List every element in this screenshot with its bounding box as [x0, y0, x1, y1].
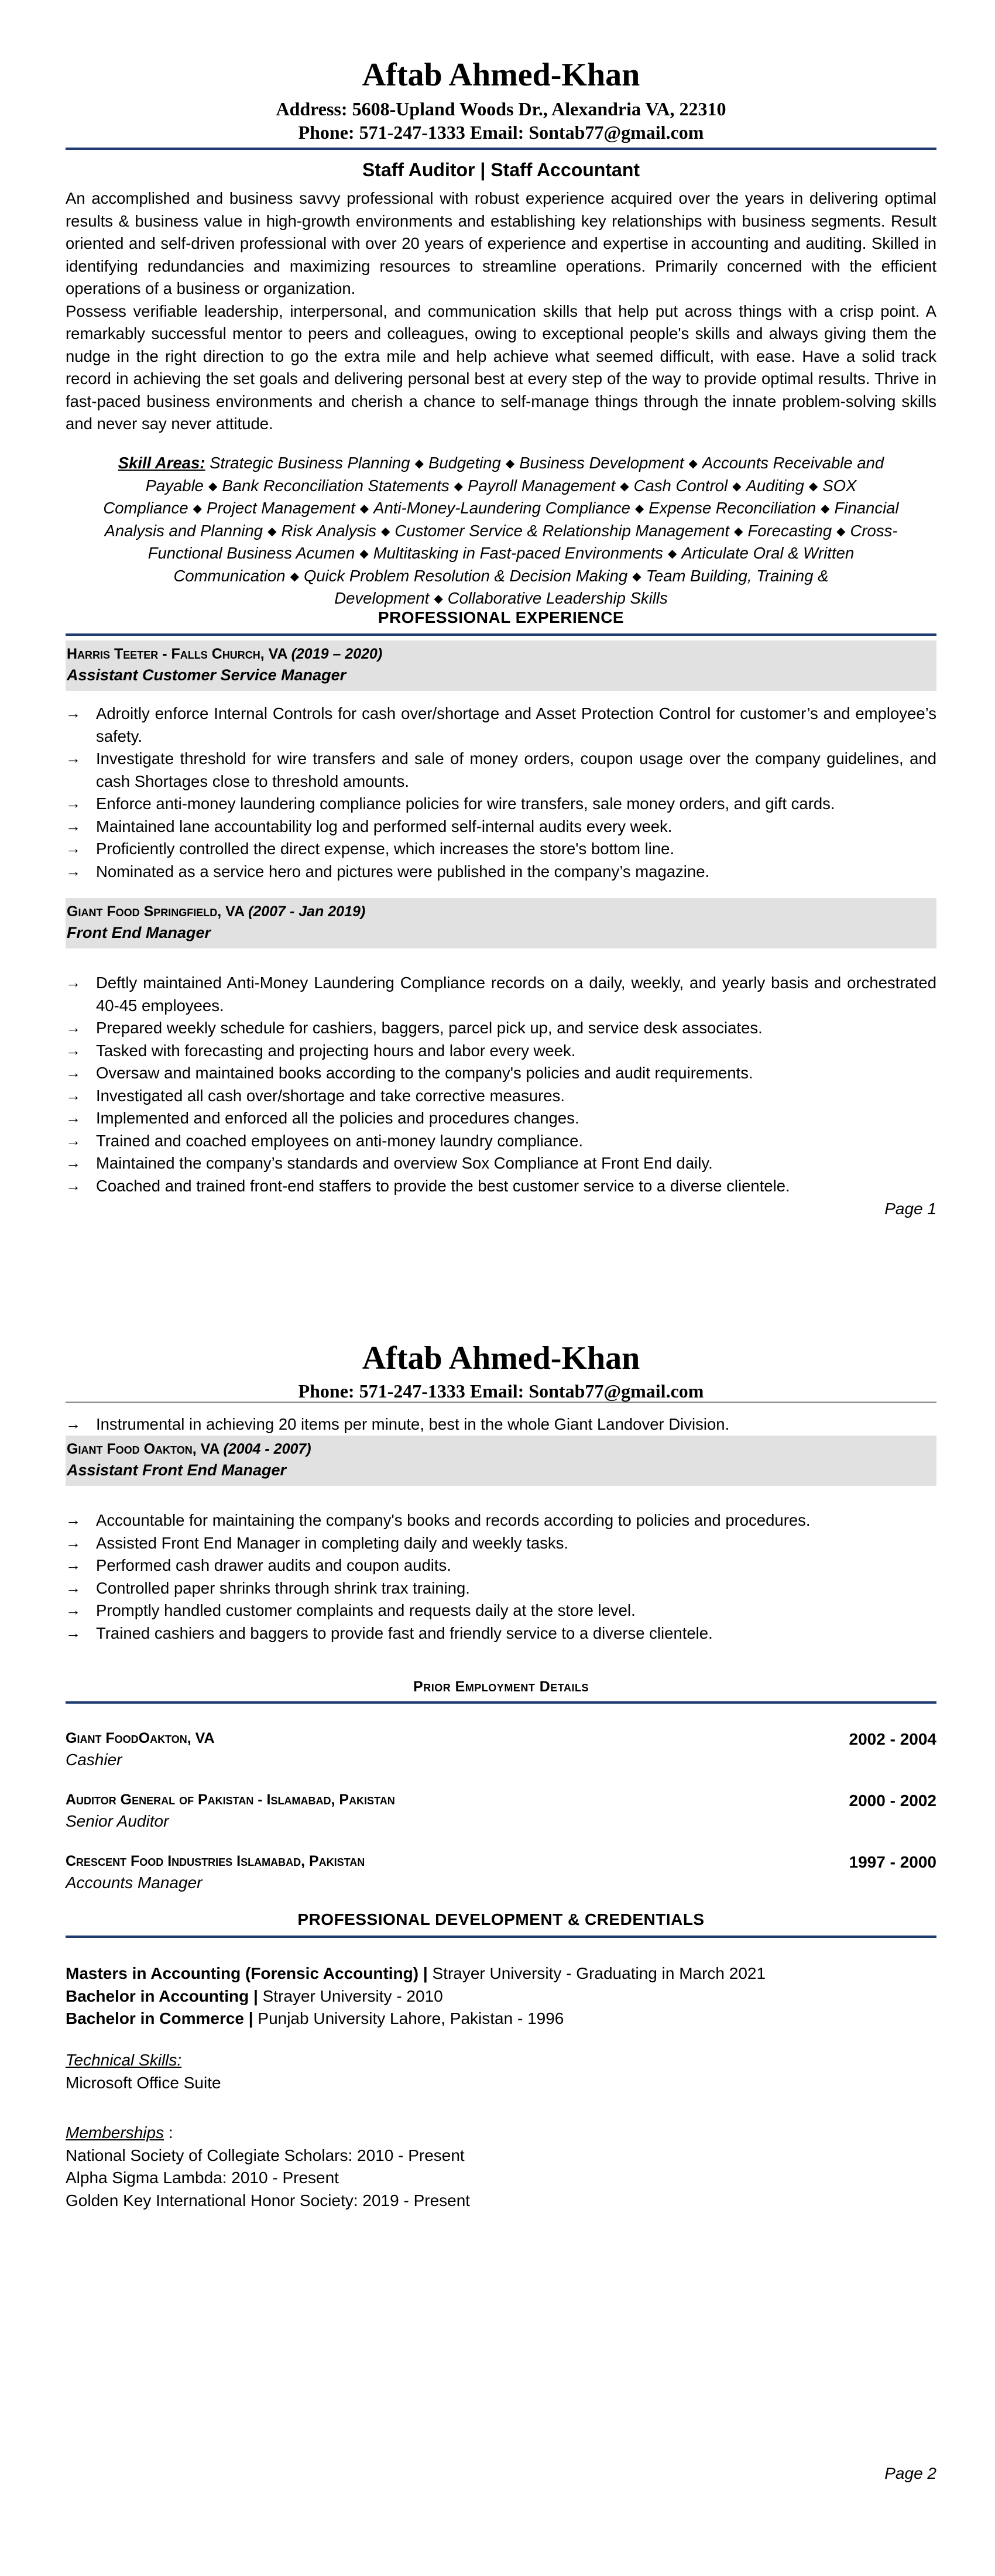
memberships-label: Memberships: [66, 2123, 164, 2142]
header: [66, 1341, 936, 1403]
education-list: [66, 1962, 936, 2030]
prior-role: Senior Auditor: [66, 1811, 169, 1830]
list-item: → Adroitly enforce Internal Controls for cash over/shortage and Asset Protection Control for customer’s and employee’s safety.: [66, 703, 936, 748]
degree-name: Masters in Accounting (Forensic Accounting) |: [66, 1964, 428, 1982]
list-item: → Prepared weekly schedule for cashiers, baggers, parcel pick up, and service desk associates.: [66, 1017, 936, 1040]
header-divider: [66, 148, 936, 150]
arrow-icon: →: [66, 817, 81, 835]
technical-skills: [66, 2049, 936, 2094]
arrow-icon: →: [66, 1041, 81, 1059]
technical-skills-value: Microsoft Office Suite: [66, 2073, 221, 2092]
skill-item: Cash Control: [633, 476, 728, 495]
arrow-icon: →: [66, 1154, 81, 1171]
prior-role: Cashier: [66, 1750, 122, 1769]
diamond-separator-icon: ◆: [193, 502, 203, 515]
skill-item: Cross-Functional Business Acumen: [147, 521, 898, 562]
experience-section-title: PROFESSIONAL EXPERIENCE: [378, 608, 625, 626]
arrow-icon: →: [66, 1623, 81, 1642]
diamond-separator-icon: ◆: [632, 570, 641, 583]
arrow-icon: →: [66, 974, 81, 991]
technical-skills-label: Technical Skills:: [66, 2051, 182, 2069]
arrow-icon: →: [66, 794, 81, 812]
arrow-icon: →: [66, 1578, 81, 1597]
degree-name: Bachelor in Commerce |: [66, 2009, 253, 2028]
arrow-icon: →: [66, 1176, 81, 1194]
phone-email-line: Phone: 571-247-1333 Email: Sontab77@gmail.com: [298, 121, 704, 143]
summary-paragraph: Possess verifiable leadership, interpersonal, and communication skills that help put across things with a crisp point. A remarkably successful mentor to peers and colleagues, owing to exceptional people's skills and always giving them the nudge in the right direction to go the extra mile and help achieve what seemed difficult, with ease. Have a solid track record in achieving the set goals and delivering personal best at every step of the way to provide optimal results. Thrive in fast-paced business environments and cherish a chance to self-manage things through the innate problem-solving skills and never say never attitude.: [66, 302, 936, 433]
membership-list: [66, 2145, 936, 2212]
list-item: → Maintained lane accountability log and performed self-internal audits every week.: [66, 816, 936, 838]
skill-item: Expense Reconciliation: [649, 499, 816, 517]
list-item: → Oversaw and maintained books according to the company's policies and audit requirements.: [66, 1062, 936, 1085]
skill-areas: [66, 452, 936, 610]
list-item: → Promptly handled customer complaints and requests daily at the store level.: [66, 1599, 936, 1622]
list-item: → Investigated all cash over/shortage and take corrective measures.: [66, 1085, 936, 1108]
membership-item: Alpha Sigma Lambda: 2010 - Present: [66, 2169, 339, 2187]
degree-detail: Strayer University - Graduating in March 2021: [427, 1964, 766, 1982]
professional-summary: [66, 187, 936, 436]
job-bullet-list: [66, 1509, 936, 1645]
job-company: Harris Teeter - Falls Church, VA: [67, 646, 287, 662]
job-company: Giant Food Springfield, VA: [67, 903, 245, 920]
skill-areas-label: Skill Areas:: [118, 454, 205, 472]
list-item: → Assisted Front End Manager in completing daily and weekly tasks.: [66, 1532, 936, 1555]
diamond-separator-icon: ◆: [434, 592, 443, 605]
skill-item: Collaborative Leadership Skills: [447, 589, 668, 607]
skill-item: Bank Reconciliation Statements: [222, 476, 450, 495]
skill-item: Risk Analysis: [281, 521, 376, 540]
diamond-separator-icon: ◆: [359, 502, 369, 515]
arrow-icon: →: [66, 1019, 81, 1036]
job-header: [66, 640, 936, 691]
skill-item: Strategic Business Planning: [210, 454, 410, 472]
list-item: → Investigate threshold for wire transfers and sale of money orders, coupon usage over the company guidelines, and cash Shortages close to threshold amounts.: [66, 748, 936, 793]
arrow-icon: →: [66, 1556, 81, 1574]
skill-item: Payroll Management: [468, 476, 616, 495]
header-divider: [66, 1402, 936, 1403]
diamond-separator-icon: ◆: [380, 525, 390, 538]
arrow-icon: →: [66, 1086, 81, 1104]
diamond-separator-icon: ◆: [732, 479, 742, 493]
list-item: → Deftly maintained Anti-Money Laundering Compliance records on a daily, weekly, and yearly basis and orchestrated 40-45 employees.: [66, 972, 936, 1017]
prior-company: Crescent Food Industries Islamabad, Pakistan: [66, 1853, 365, 1870]
credentials-divider: [66, 1936, 936, 1938]
phone-email-line: Phone: 571-247-1333 Email: Sontab77@gmail.com: [298, 1380, 704, 1402]
job-header: [66, 1436, 936, 1486]
skill-item: Multitasking in Fast-paced Environments: [373, 544, 663, 562]
education-item: [66, 1985, 936, 2008]
list-item: → Controlled paper shrinks through shrink trax training.: [66, 1577, 936, 1600]
diamond-separator-icon: ◆: [208, 479, 218, 493]
prior-employment-item: [66, 1790, 936, 1832]
skill-item: Team Building, Training & Development: [334, 566, 829, 607]
header: [66, 57, 936, 144]
prior-employment-item: [66, 1728, 936, 1771]
credentials-section-title: PROFESSIONAL DEVELOPMENT & CREDENTIALS: [297, 1910, 705, 1928]
summary-paragraph: An accomplished and business savvy professional with robust experience acquired over the years in delivering optimal results & business value in high-growth environments and establishing key relationships with business segments. Result oriented and self-driven professional with over 20 years of experience and expertise in accounting and auditing. Skilled in identifying redundancies and maximizing resources to streamline operations. Primarily concerned with the efficient operations of a business or organization.: [66, 189, 936, 297]
job-company: Giant Food Oakton, VA: [67, 1441, 219, 1457]
list-item: → Accountable for maintaining the company's books and records according to policies and procedures.: [66, 1509, 936, 1532]
job-title: Front End Manager: [67, 923, 211, 941]
diamond-separator-icon: ◆: [836, 525, 846, 538]
list-item: → Enforce anti-money laundering compliance policies for wire transfers, sale money orders, and gift cards.: [66, 793, 936, 816]
prior-employment-title: Prior Employment Details: [413, 1678, 589, 1695]
diamond-separator-icon: ◆: [414, 457, 424, 470]
prior-employment-item: [66, 1851, 936, 1894]
skill-item: Articulate Oral & Written Communication: [173, 544, 855, 585]
list-item: → Maintained the company’s standards and overview Sox Compliance at Front End daily.: [66, 1152, 936, 1175]
diamond-separator-icon: ◆: [808, 479, 818, 493]
degree-name: Bachelor in Accounting |: [66, 1986, 258, 2005]
diamond-separator-icon: ◆: [620, 479, 629, 493]
degree-detail: Strayer University - 2010: [258, 1986, 443, 2005]
arrow-icon: →: [66, 704, 81, 722]
memberships: Memberships : National Society of Collegiate Scholars: 2010 - Present Alpha Sigma Lambda: 2010 - Present Golden Key International Honor Society: 2019 - Present: [66, 2122, 936, 2212]
job-title: Assistant Customer Service Manager: [67, 666, 346, 684]
membership-item: Golden Key International Honor Society: 2019 - Present: [66, 2191, 471, 2210]
list-item: → Tasked with forecasting and projecting hours and labor every week.: [66, 1040, 936, 1063]
list-item: → Nominated as a service hero and pictures were published in the company’s magazine.: [66, 861, 936, 883]
job-bullet-list: [66, 703, 936, 883]
resume-page-2: [0, 1288, 995, 2576]
skill-item: Accounts Receivable and Payable: [145, 454, 884, 495]
prior-dates: 2000 - 2002: [849, 1791, 936, 1810]
skill-item: Customer Service & Relationship Management: [394, 521, 730, 540]
arrow-icon: →: [66, 1131, 81, 1149]
diamond-separator-icon: ◆: [290, 570, 299, 583]
membership-item: National Society of Collegiate Scholars: 2010 - Present: [66, 2146, 465, 2164]
diamond-separator-icon: ◆: [734, 525, 743, 538]
list-item: → Instrumental in achieving 20 items per minute, best in the whole Giant Landover Division.: [66, 1413, 936, 1436]
job-dates: (2007 - Jan 2019): [248, 903, 366, 920]
arrow-icon: →: [66, 840, 81, 857]
skill-item: Business Development: [519, 454, 684, 472]
arrow-icon: →: [66, 862, 81, 880]
job-bullet-list: [66, 972, 936, 1197]
prior-employment-list: [66, 1728, 936, 1913]
arrow-icon: →: [66, 1511, 81, 1529]
skill-item: Anti-Money-Laundering Compliance: [373, 499, 630, 517]
skill-item: Financial Analysis and Planning: [104, 499, 899, 540]
skill-item: Quick Problem Resolution & Decision Making: [303, 566, 628, 585]
diamond-separator-icon: ◆: [688, 457, 698, 470]
list-item: → Coached and trained front-end staffers to provide the best customer service to a diverse clientele.: [66, 1175, 936, 1198]
arrow-icon: →: [66, 1601, 81, 1619]
arrow-icon: →: [66, 1109, 81, 1126]
prior-role: Accounts Manager: [66, 1873, 203, 1892]
education-item: [66, 1962, 936, 1985]
job-header: [66, 898, 936, 948]
job-title: Assistant Front End Manager: [67, 1461, 287, 1479]
skill-item: SOX Compliance: [103, 476, 857, 517]
skill-item: Project Management: [207, 499, 355, 517]
diamond-separator-icon: ◆: [634, 502, 644, 515]
list-item: → Proficiently controlled the direct expense, which increases the store's bottom line.: [66, 838, 936, 861]
arrow-icon: →: [66, 749, 81, 767]
job-dates: (2004 - 2007): [223, 1441, 311, 1457]
arrow-icon: →: [66, 1533, 81, 1551]
candidate-name: Aftab Ahmed-Khan: [362, 1340, 640, 1376]
skill-item: Budgeting: [428, 454, 501, 472]
prior-dates: 2002 - 2004: [849, 1730, 936, 1748]
diamond-separator-icon: ◆: [454, 479, 464, 493]
candidate-name: Aftab Ahmed-Khan: [362, 57, 640, 93]
experience-divider: [66, 633, 936, 636]
page-number: Page 1: [884, 1200, 936, 1218]
prior-employment-divider: [66, 1701, 936, 1704]
list-item: → Implemented and enforced all the policies and procedures changes.: [66, 1107, 936, 1130]
degree-detail: Punjab University Lahore, Pakistan - 1996: [253, 2009, 564, 2028]
list-item: → Trained and coached employees on anti-money laundry compliance.: [66, 1130, 936, 1153]
headline: Staff Auditor | Staff Accountant: [362, 159, 640, 180]
skill-item: Auditing: [746, 476, 804, 495]
address-line: Address: 5608-Upland Woods Dr., Alexandria VA, 22310: [276, 98, 726, 119]
list-item: → Performed cash drawer audits and coupon audits.: [66, 1554, 936, 1577]
diamond-separator-icon: ◆: [505, 457, 515, 470]
diamond-separator-icon: ◆: [359, 547, 369, 560]
education-item: [66, 2008, 936, 2030]
prior-company: Giant FoodOakton, VA: [66, 1730, 215, 1746]
prior-company: Auditor General of Pakistan - Islamabad, Pakistan: [66, 1791, 395, 1808]
arrow-icon: →: [66, 1415, 81, 1433]
job-dates: (2019 – 2020): [291, 646, 383, 662]
page-number: Page 2: [884, 2464, 936, 2482]
diamond-separator-icon: ◆: [821, 502, 830, 515]
prior-dates: 1997 - 2000: [849, 1853, 936, 1872]
diamond-separator-icon: ◆: [267, 525, 277, 538]
list-item: → Trained cashiers and baggers to provide fast and friendly service to a diverse clientele.: [66, 1622, 936, 1645]
arrow-icon: →: [66, 1064, 81, 1081]
diamond-separator-icon: ◆: [667, 547, 677, 560]
job-bullet-list: [66, 1413, 936, 1436]
skill-item: Forecasting: [747, 521, 832, 540]
